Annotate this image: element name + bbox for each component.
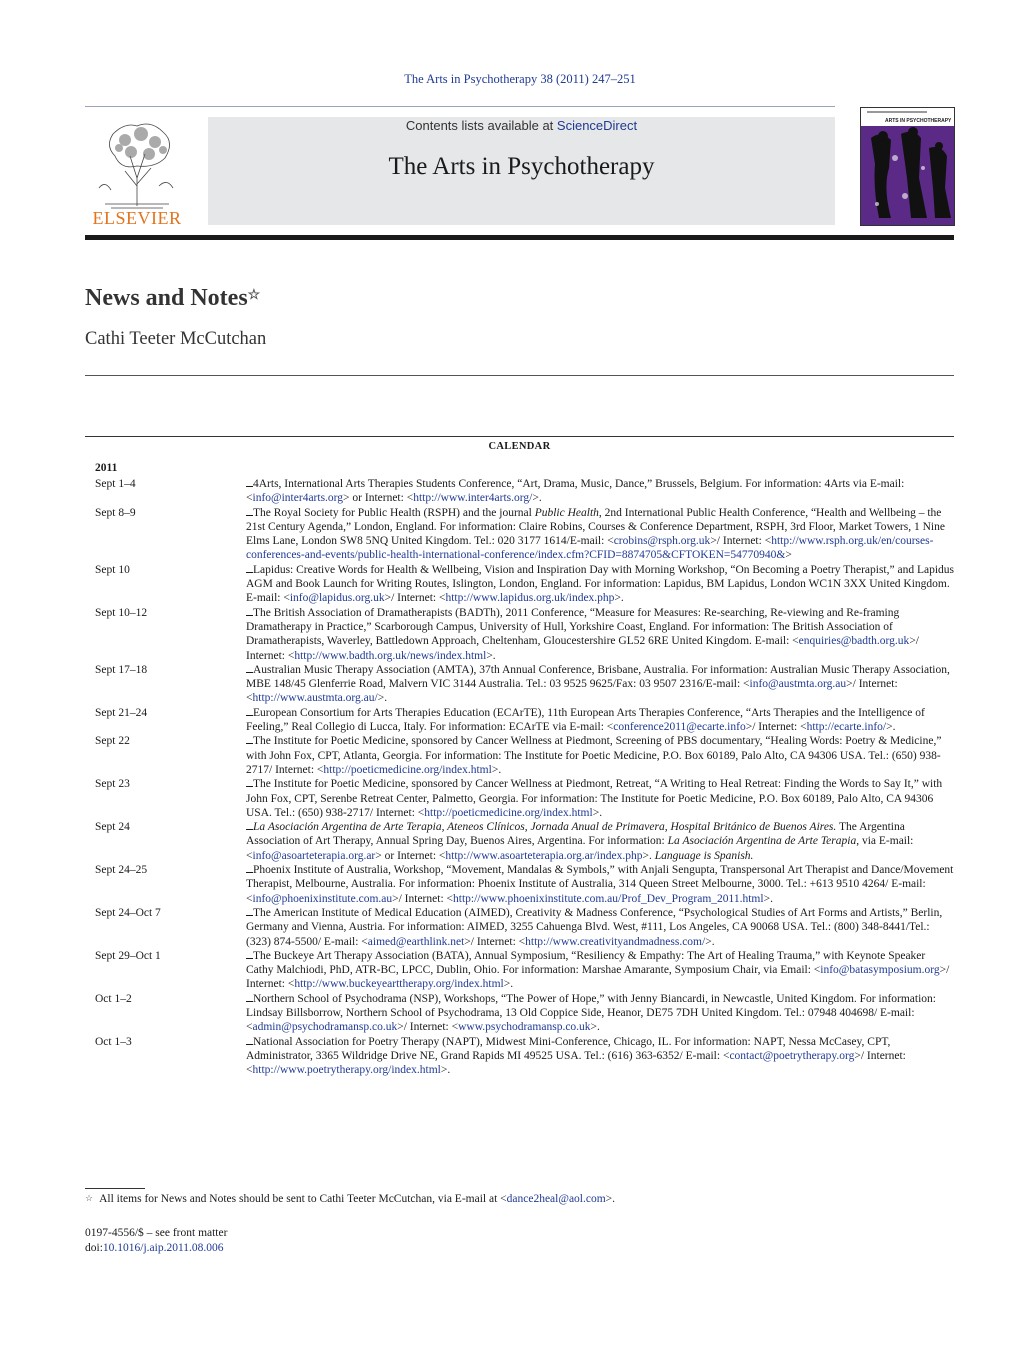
event-text: >/ Internet: < <box>384 592 446 605</box>
event-text: The Royal Society for Public Health (RSPH) and the journal <box>253 506 535 519</box>
calendar-event <box>95 992 955 1035</box>
cover-artwork <box>861 108 955 226</box>
event-link[interactable]: http://www.buckeyearttherapy.org/index.html <box>294 978 504 991</box>
calendar-events <box>95 477 955 1077</box>
event-text: The Buckeye Art Therapy Association (BATA), Annual Symposium, “Resiliency & Empathy: The Art of Healing Trauma,” with Keynote Speaker Cathy Malchiodi, PhD, ATR-BC, LPCC, Dublin, Ohio. For information: Marshae Amarante, Symposium Chair, via Email: < <box>246 949 926 977</box>
event-description <box>246 734 955 777</box>
entry-leader-mark <box>246 993 253 1002</box>
event-text: >. <box>440 1064 451 1077</box>
event-link[interactable]: contact@poetrytherapy.org <box>729 1049 855 1062</box>
event-text: >. <box>614 592 624 605</box>
event-link[interactable]: info@phoenixinstitute.com.au <box>252 892 393 905</box>
event-text: >/ Internet: < <box>246 964 950 991</box>
event-link[interactable]: info@lapidus.org.uk <box>289 592 385 605</box>
footnote <box>85 1193 615 1205</box>
calendar-heading: CALENDAR <box>488 441 551 452</box>
event-text: >. <box>377 692 388 705</box>
event-text: >/ Internet: < <box>246 1049 906 1077</box>
event-link[interactable]: http://www.phoenixinstitute.com.au/Prof_Dev_Program_2011.html <box>453 892 764 905</box>
calendar-event <box>95 663 955 706</box>
event-description <box>246 820 955 863</box>
event-text-italic: Public Health <box>534 506 599 519</box>
event-link[interactable]: http://www.inter4arts.org/ <box>413 492 533 505</box>
event-description <box>246 477 955 506</box>
event-text: The Institute for Poetic Medicine, sponsored by Cancer Wellness at Piedmont, Retreat, “A Writing to Heal Retreat: Finding the Words to Say It,” with John Fox, CPT, Serenbe Retreat Center, Palmetto, Georgia. For information: The Institute for Poetic Medicine, P.O. Box 60189, Palo Alto, CA 94306 USA. Tel.: (650) 938-2717/ Internet: < <box>246 778 943 819</box>
title-footnote-marker[interactable]: ☆ <box>247 288 261 303</box>
issn-line: 0197-4556/$ – see front matter <box>85 1227 228 1239</box>
event-link[interactable]: www.psychodramansp.co.uk <box>458 1021 591 1034</box>
entry-leader-mark <box>246 564 253 573</box>
footnote-suffix: >. <box>605 1193 616 1205</box>
journal-title[interactable]: The Arts in Psychotherapy <box>388 153 655 180</box>
event-date: Sept 10–12 <box>95 606 148 619</box>
entry-leader-mark <box>246 707 253 716</box>
event-text: >/ Internet: < <box>246 678 898 705</box>
doi-line <box>85 1242 224 1254</box>
event-description <box>246 506 955 563</box>
event-link[interactable]: enquiries@badth.org.uk <box>798 635 910 648</box>
doi-label: doi: <box>85 1242 103 1254</box>
event-link[interactable]: http://www.poetrytherapy.org/index.html <box>252 1064 441 1077</box>
calendar-event <box>95 863 955 906</box>
event-date: Oct 1–2 <box>95 992 132 1005</box>
event-date: Sept 10 <box>95 563 130 576</box>
event-text: The Institute for Poetic Medicine, sponsored by Cancer Wellness at Piedmont, Screening of PBS documentary, “Healing Words: Poetry & Medicine,” with John Fox, CPT, Atlanta, Georgia. For information: The Institute for Poetic Medicine, P.O. Box 60189, Palo Alto, CA 94306 USA. Tel.: (650) 938-2717/ Internet: < <box>246 735 942 776</box>
event-description <box>246 1035 955 1078</box>
event-text: >. <box>532 492 542 505</box>
event-link[interactable]: http://www.creativityandmadness.com/ <box>525 935 706 948</box>
event-link[interactable]: aimed@earthlink.net <box>367 935 465 948</box>
event-date: Sept 8–9 <box>95 506 136 519</box>
calendar-event <box>95 734 955 777</box>
calendar-event <box>95 949 955 992</box>
event-date: Oct 1–3 <box>95 1035 132 1048</box>
header-rule <box>85 106 835 107</box>
event-text-italic: La Asociación Argentina de Arte Terapia <box>667 835 857 848</box>
event-text: > <box>785 549 792 562</box>
event-text: >/ Internet: < <box>246 635 919 662</box>
calendar-event <box>95 706 955 735</box>
event-text: > or Internet: < <box>343 492 414 505</box>
event-link[interactable]: http://poeticmedicine.org/index.html <box>424 806 593 819</box>
article-title-text: News and Notes <box>85 285 248 311</box>
event-date: Sept 23 <box>95 778 130 791</box>
event-text: >. <box>491 763 502 776</box>
calendar-rule <box>85 436 954 437</box>
entry-leader-mark <box>246 950 253 959</box>
event-description <box>246 706 955 735</box>
journal-citation[interactable]: The Arts in Psychotherapy 38 (2011) 247–251 <box>404 72 636 86</box>
event-link[interactable]: crobins@rsph.org.uk <box>613 535 711 548</box>
calendar-event <box>95 477 955 506</box>
event-description <box>246 863 955 906</box>
event-text: >/ Internet: < <box>710 535 772 548</box>
event-text: The Argentina Association of Art Therapy, Annual Spring Day, Buenos Aires, Argentina. For information: <box>246 821 905 848</box>
entry-leader-mark <box>246 1036 253 1045</box>
event-text: European Consortium for Arts Therapies Education (ECArTE), 11th European Arts Therapies Conference, “Arts Therapies and the Intelligence of Feeling,” Real Collegio di Lucca, Italy. For information: ECArTE via E-mail: < <box>246 706 925 734</box>
event-date: Sept 24–Oct 7 <box>95 906 161 919</box>
event-link[interactable]: info@batasymposium.org <box>820 964 940 977</box>
event-date: Sept 21–24 <box>95 706 148 719</box>
calendar-event <box>95 563 955 606</box>
event-text: Phoenix Institute of Australia, Workshop, “Movement, Mandalas & Symbols,” with Anjali Sengupta, Transpersonal Art Therapist and Dance/Movement Therapist, Melbourne, Australia. For information: Phoenix Institute of Australia, 314 Queen Street Melbourne, 3000. Tel.: +613 9510 4264/ E-mail: < <box>246 864 954 905</box>
calendar-event <box>95 777 955 820</box>
calendar-year: 2011 <box>95 462 118 474</box>
section-rule <box>85 375 954 376</box>
entry-leader-mark <box>246 778 253 787</box>
entry-leader-mark <box>246 864 253 873</box>
event-description <box>246 777 955 820</box>
article-title <box>85 285 260 312</box>
event-text: National Association for Poetry Therapy (NAPT), Midwest Mini-Conference, Chicago, IL. For information: NAPT, Nessa McCasey, CPT, Administrator, 3365 Wildridge Drive NE, Grand Rapids MI 49525 USA. Tel.: (616) 363-6352/ E-mail: < <box>246 1035 891 1062</box>
calendar-event <box>95 1035 955 1078</box>
event-date: Sept 24–25 <box>95 864 148 877</box>
event-text: Lapidus: Creative Words for Health & Wellbeing, Vision and Inspiration Day with Morning Workshop, “On Becoming a Poetry Therapist,” and Lapidus AGM and Book Launch for Writing Routes, Islington, London, England. For information: Lapidus, BM Lapidus, London WC1N 3XX United Kingdom. E-mail: < <box>246 563 955 605</box>
journal-cover-thumbnail[interactable] <box>860 107 955 226</box>
event-text: >. <box>705 935 715 948</box>
event-link[interactable]: conference2011@ecarte.info <box>613 721 746 734</box>
entry-leader-mark <box>246 735 253 744</box>
event-description <box>246 606 955 663</box>
event-text: >. <box>486 649 496 662</box>
event-text: >/ Internet: < <box>392 892 453 905</box>
event-link[interactable]: http://www.rsph.org.uk/en/courses-conferences-and-events/public-health-international-conference/index.cfm?CFID=8874705&CFTOKEN=54770940& <box>246 535 934 562</box>
event-text: The American Institute of Medical Education (AIMED), Creativity & Madness Conference, “Psychological Studies of Art Forms and Artists,” Berlin, Germany and Vienna, Austria. For information: AIMED, 3255 Cahuenga Blvd. West, #111, Los Angeles, CA 90068 USA. Tel.: (800) 348-8441/Tel.: (323) 874-5500/ E-mail: < <box>246 906 943 948</box>
sciencedirect-link[interactable]: ScienceDirect <box>556 118 638 133</box>
footnote-rule <box>85 1188 145 1189</box>
event-text: >. <box>886 721 896 734</box>
elsevier-wordmark: ELSEVIER <box>92 208 182 228</box>
entry-leader-mark <box>246 507 253 516</box>
event-text: >. <box>503 978 514 991</box>
event-text: The British Association of Dramatherapists (BADTh), 2011 Conference, “Measure for Measures: Re-searching, Re-viewing and Re-framing Dramatherapy in Practice,” Scarborough Campus, University of Hull, Yorkshire Coast, England. For information: The British Association of Dramatherapists, Waverley, Battledown Approach, Cheltenham, Gloucestershire GL52 6RE United Kingdom. E-mail: < <box>246 606 900 648</box>
entry-leader-mark <box>246 607 253 616</box>
entry-leader-mark <box>246 821 253 830</box>
event-link[interactable]: http://www.asoarteterapia.org.ar/index.php <box>445 849 643 862</box>
event-description <box>246 563 955 606</box>
event-text: >. <box>642 849 655 862</box>
event-text: >. <box>763 892 773 905</box>
contents-line <box>208 118 835 133</box>
event-description <box>246 906 955 949</box>
article-author[interactable]: Cathi Teeter McCutchan <box>85 329 267 349</box>
footnote-marker: ☆ <box>85 1193 94 1203</box>
event-text: > or Internet: < <box>375 849 446 862</box>
contents-prefix: Contents lists available at <box>405 118 557 133</box>
event-text: >/ Internet: < <box>464 935 526 948</box>
event-link[interactable]: http://ecarte.info/ <box>806 721 887 734</box>
doi-link[interactable]: 10.1016/j.aip.2011.08.006 <box>102 1242 224 1254</box>
event-text: Northern School of Psychodrama (NSP), Workshops, “The Power of Hope,” with Jenny Biancardi, in Newcastle, United Kingdom. For information: Lindsay Billsborrow, Northern School of Psychodrama, 13 Old Coppice Side, Heanor, DE75 7DH United Kingdom. Tel.: 07948 404698/ E-mail: < <box>246 992 936 1034</box>
event-date: Sept 22 <box>95 735 130 748</box>
event-text-italic: Language is Spanish. <box>654 849 754 862</box>
footnote-text: All items for News and Notes should be sent to Cathi Teeter McCutchan, via E-mail at < <box>99 1193 507 1205</box>
event-description <box>246 949 955 992</box>
entry-leader-mark <box>246 478 253 487</box>
event-date: Sept 29–Oct 1 <box>95 949 161 962</box>
event-text: >/ Internet: < <box>397 1021 459 1034</box>
event-link[interactable]: http://poeticmedicine.org/index.html <box>323 763 492 776</box>
event-text: >. <box>590 1021 600 1034</box>
cover-title: ARTS IN PSYCHOTHERAPY <box>885 118 952 124</box>
event-text-italic: La Asociación Argentina de Arte Terapia, Ateneos Clínicos, Jornada Anual de Primavera, Hospital Británico de Buenos Aires. <box>253 821 837 834</box>
event-link[interactable]: admin@psychodramansp.co.uk <box>252 1021 398 1034</box>
event-text: 4Arts, International Arts Therapies Students Conference, “Art, Drama, Music, Dance,” Brussels, Belgium. For information: 4Arts via E-mail: < <box>246 478 905 505</box>
entry-leader-mark <box>246 907 253 916</box>
event-link[interactable]: info@austmta.org.au <box>749 678 847 691</box>
event-link[interactable]: http://www.lapidus.org.uk/index.php <box>445 592 615 605</box>
event-link[interactable]: info@asoarteterapia.org.ar <box>252 849 376 862</box>
calendar-event <box>95 820 955 863</box>
event-text: >/ Internet: < <box>745 721 807 734</box>
event-text: , 2nd International Public Health Conference, “Health and Wellbeing – the 21st Century Agenda,” London, England. For information: Claire Robins, Courses & Conference Department, RSPH, 3rd Floor, Market Towers, 1 Nine Elms Lane, London SW8 5NQ United Kingdom. Tel.: 020 3177 1614/E-mail: < <box>246 506 945 548</box>
event-date: Sept 24 <box>95 821 130 834</box>
event-description <box>246 992 955 1035</box>
event-text: >. <box>592 806 603 819</box>
event-link[interactable]: info@inter4arts.org <box>252 492 344 505</box>
header-thick-rule <box>85 235 954 240</box>
calendar-event <box>95 906 955 949</box>
event-link[interactable]: http://www.austmta.org.au/ <box>252 692 378 705</box>
entry-leader-mark <box>246 664 253 673</box>
event-text: , via E-mail: < <box>246 835 914 862</box>
calendar-event <box>95 506 955 563</box>
event-date: Sept 17–18 <box>95 663 148 676</box>
event-text: Australian Music Therapy Association (AMTA), 37th Annual Conference, Brisbane, Australia. For information: Australian Music Therapy Association, MBE 148/45 Glenferrie Road, Malvern VIC 3144 Australia. Tel.: 03 9525 9625/Fax: 03 9507 2316/E-mail: < <box>246 663 950 691</box>
footnote-email-link[interactable]: dance2heal@aol.com <box>506 1193 606 1205</box>
event-date: Sept 1–4 <box>95 478 136 490</box>
calendar-event <box>95 606 955 663</box>
event-link[interactable]: http://www.badth.org.uk/news/index.html <box>294 649 487 662</box>
event-description <box>246 663 955 706</box>
